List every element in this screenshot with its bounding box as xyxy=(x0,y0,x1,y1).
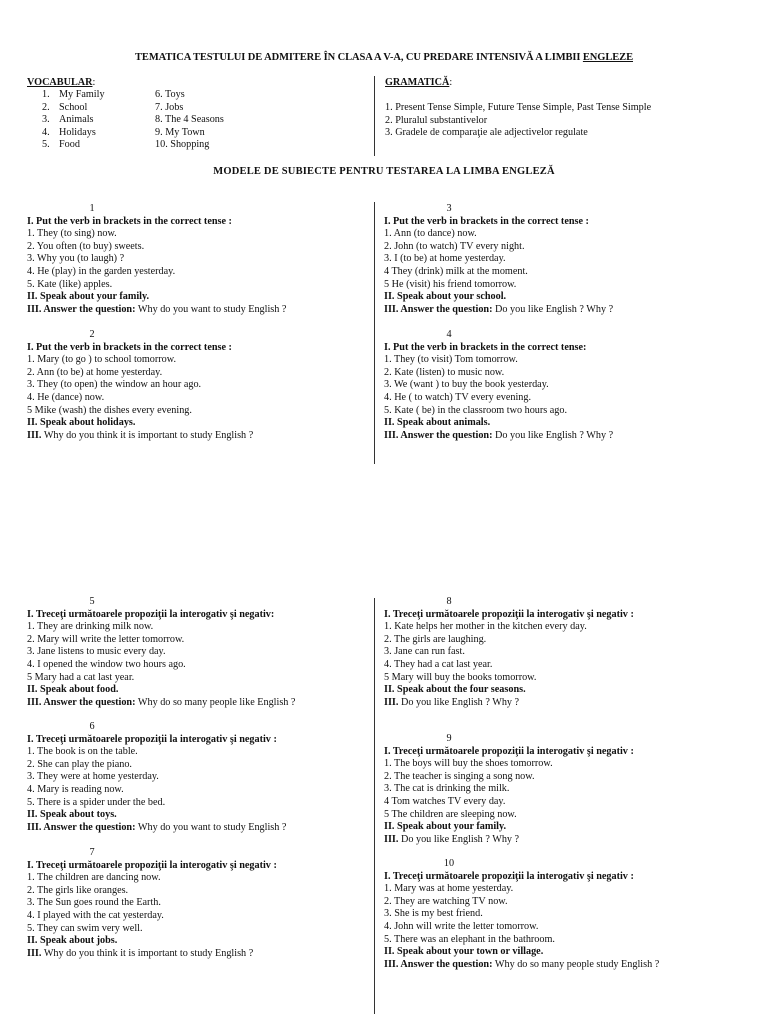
question-line: III. Answer the question: Why do so many people study English ? xyxy=(384,958,660,970)
speak-task: II. Speak about your town or village. xyxy=(384,946,544,958)
question-line: III. Why do you think it is important to study English ? xyxy=(27,947,254,959)
list-item: 4. He (dance) now. xyxy=(27,391,105,403)
question-line: III. Answer the question: Do you like English ? Why ? xyxy=(384,429,614,441)
speak-task: II. Speak about holidays. xyxy=(27,417,136,429)
list-item: 5 Mike (wash) the dishes every evening. xyxy=(27,404,192,416)
test-instruction: I. Treceţi următoarele propoziţii la interogativ şi negativ : xyxy=(384,608,634,620)
list-item: 4. He ( to watch) TV every evening. xyxy=(384,391,532,403)
test-number: 9 xyxy=(446,733,452,744)
list-item: 1. Present Tense Simple, Future Tense Simple, Past Tense Simple xyxy=(385,102,652,113)
list-item: 3. We (want ) to buy the book yesterday. xyxy=(384,379,549,391)
test-block-4 xyxy=(384,329,739,442)
list-item: 2. Kate (listen) to music now. xyxy=(384,366,505,378)
test-instruction: I. Treceţi următoarele propoziţii la interogativ şi negativ: xyxy=(27,608,275,620)
speak-task: II. Speak about the four seasons. xyxy=(384,684,526,696)
list-item: 5. Kate ( be) in the classroom two hours ago. xyxy=(384,404,568,416)
list-item: 3. Jane listens to music every day. xyxy=(27,646,166,658)
question-line: III. Do you like English ? Why ? xyxy=(384,833,520,845)
question-line: III. Answer the question: Do you like English ? Why ? xyxy=(384,303,614,315)
test-number: 4 xyxy=(446,329,452,340)
list-item: 3. Jane can run fast. xyxy=(384,646,465,658)
list-item: 5 He (visit) his friend tomorrow. xyxy=(384,278,517,290)
list-item: 1. They (to sing) now. xyxy=(27,228,117,240)
test-instruction: I. Treceţi următoarele propoziţii la interogativ şi negativ : xyxy=(384,745,634,757)
list-item: 5. They can swim very well. xyxy=(27,922,143,934)
test-instruction: I. Treceţi următoarele propoziţii la interogativ şi negativ : xyxy=(27,733,277,745)
question-line: III. Answer the question: Why do you want to study English ? xyxy=(27,821,287,833)
list-item: 4 They (drink) milk at the moment. xyxy=(384,265,528,277)
test-instruction: I. Put the verb in brackets in the correct tense: xyxy=(384,341,587,353)
speak-task: II. Speak about toys. xyxy=(27,809,117,821)
list-item: 3. She is my best friend. xyxy=(384,908,483,920)
list-item: 1. Mary (to go ) to school tomorrow. xyxy=(27,354,177,366)
test-block-6 xyxy=(27,721,382,834)
list-item: 3. The Sun goes round the Earth. xyxy=(27,897,161,909)
list-item: 3. I (to be) at home yesterday. xyxy=(384,253,506,265)
list-item: 4. He (play) in the garden yesterday. xyxy=(27,265,176,277)
list-item: 3. The cat is drinking the milk. xyxy=(384,783,510,795)
list-item: 1. Ann (to dance) now. xyxy=(384,228,477,240)
test-number: 6 xyxy=(89,721,95,732)
test-block-8 xyxy=(384,596,739,709)
test-instruction: I. Treceţi următoarele propoziţii la interogativ şi negativ : xyxy=(27,859,277,871)
list-item: 2. She can play the piano. xyxy=(27,758,132,770)
test-number: 2 xyxy=(89,329,95,340)
document-title: TEMATICA TESTULUI DE ADMITERE ÎN CLASA A V-A, CU PREDARE INTENSIVĂ A LIMBII ENGLEZE xyxy=(135,52,633,63)
list-item: 1. The children are dancing now. xyxy=(27,872,161,884)
speak-task: II. Speak about animals. xyxy=(384,417,491,429)
vocabular-list-2 xyxy=(155,89,224,152)
test-block-2 xyxy=(27,329,382,442)
test-block-10 xyxy=(384,858,739,971)
list-item: 7. Jobs xyxy=(155,101,184,113)
test-block-5 xyxy=(27,596,382,709)
list-item: 2. The girls are laughing. xyxy=(384,633,487,645)
test-number: 5 xyxy=(89,596,95,607)
test-number: 10 xyxy=(443,858,455,869)
speak-task: II. Speak about your family. xyxy=(384,821,507,833)
list-item: 2. Ann (to be) at home yesterday. xyxy=(27,366,163,378)
test-number: 8 xyxy=(446,596,452,607)
list-item: 5. Food xyxy=(42,139,80,151)
list-item: 4 Tom watches TV every day. xyxy=(384,795,506,807)
list-item: 1. Mary was at home yesterday. xyxy=(384,883,514,895)
speak-task: II. Speak about your family. xyxy=(27,291,150,303)
test-block-3 xyxy=(384,203,739,316)
list-item: 4. I opened the window two hours ago. xyxy=(27,658,186,670)
test-instruction: I. Treceţi următoarele propoziţii la interogativ şi negativ : xyxy=(384,870,634,882)
list-item: 5. There was an elephant in the bathroom. xyxy=(384,933,555,945)
list-item: 4. They had a cat last year. xyxy=(384,658,493,670)
list-item: 2. You often (to buy) sweets. xyxy=(27,240,145,252)
speak-task: II. Speak about jobs. xyxy=(27,935,118,947)
test-instruction: I. Put the verb in brackets in the correct tense : xyxy=(27,215,232,227)
list-item: 2. The girls like oranges. xyxy=(27,884,129,896)
title-underlined-word: ENGLEZE xyxy=(582,52,633,63)
list-item: 1. They are drinking milk now. xyxy=(27,621,154,633)
speak-task: II. Speak about your school. xyxy=(384,291,507,303)
test-instruction: I. Put the verb in brackets in the correct tense : xyxy=(384,215,589,227)
list-item: 3. Why you (to laugh) ? xyxy=(27,253,125,265)
list-item: 4. Mary is reading now. xyxy=(27,783,124,795)
list-item: 2. They are watching TV now. xyxy=(384,895,508,907)
gramatica-list xyxy=(385,102,651,140)
list-item: 1. The boys will buy the shoes tomorrow. xyxy=(384,758,553,770)
list-item: 5. There is a spider under the bed. xyxy=(27,796,166,808)
list-item: 3. Gradele de comparaţie ale adjectivelor regulate xyxy=(385,127,588,139)
section-subtitle: MODELE DE SUBIECTE PENTRU TESTAREA LA LIMBA ENGLEZĂ xyxy=(213,166,555,177)
list-item: 10. Shopping xyxy=(155,139,210,151)
list-item: 5 Mary had a cat last year. xyxy=(27,671,135,683)
list-item: 2. Mary will write the letter tomorrow. xyxy=(27,633,185,645)
list-item: 1. Kate helps her mother in the kitchen every day. xyxy=(384,621,587,633)
column-divider-top xyxy=(374,76,375,156)
gramatica-heading: GRAMATICĂ: xyxy=(385,77,453,88)
test-number: 1 xyxy=(89,203,95,214)
list-item: 1. They (to visit) Tom tomorrow. xyxy=(384,354,518,366)
test-block-7 xyxy=(27,847,382,960)
question-line: III. Do you like English ? Why ? xyxy=(384,696,520,708)
list-item: 5 Mary will buy the books tomorrow. xyxy=(384,671,537,683)
test-number: 7 xyxy=(89,847,95,858)
test-number: 3 xyxy=(446,203,452,214)
list-item: 2. School xyxy=(42,101,88,113)
list-item: 3. They (to open) the window an hour ago. xyxy=(27,379,202,391)
list-item: 3. They were at home yesterday. xyxy=(27,771,159,783)
test-block-1 xyxy=(27,203,382,316)
list-item: 2. The teacher is singing a song now. xyxy=(384,770,535,782)
list-item: 8. The 4 Seasons xyxy=(155,114,224,126)
vocabular-list-1 xyxy=(42,89,105,152)
question-line: III. Answer the question: Why do so many people like English ? xyxy=(27,696,296,708)
question-line: III. Why do you think it is important to study English ? xyxy=(27,429,254,441)
speak-task: II. Speak about food. xyxy=(27,684,119,696)
question-line: III. Answer the question: Why do you want to study English ? xyxy=(27,303,287,315)
list-item: 5 The children are sleeping now. xyxy=(384,808,517,820)
list-item: 2. John (to watch) TV every night. xyxy=(384,240,525,252)
list-item: 9. My Town xyxy=(155,126,205,138)
list-item: 3. Animals xyxy=(42,114,94,126)
list-item: 4. I played with the cat yesterday. xyxy=(27,909,164,921)
vocabular-heading: VOCABULAR: xyxy=(27,77,96,88)
test-instruction: I. Put the verb in brackets in the correct tense : xyxy=(27,341,232,353)
list-item: 5. Kate (like) apples. xyxy=(27,278,113,290)
list-item: 4. John will write the letter tomorrow. xyxy=(384,920,539,932)
list-item: 1. My Family xyxy=(42,89,105,100)
list-item: 4. Holidays xyxy=(42,126,96,138)
test-block-9 xyxy=(384,733,739,846)
list-item: 1. The book is on the table. xyxy=(27,746,138,758)
list-item: 2. Pluralul substantivelor xyxy=(385,114,488,126)
list-item: 6. Toys xyxy=(155,89,185,100)
